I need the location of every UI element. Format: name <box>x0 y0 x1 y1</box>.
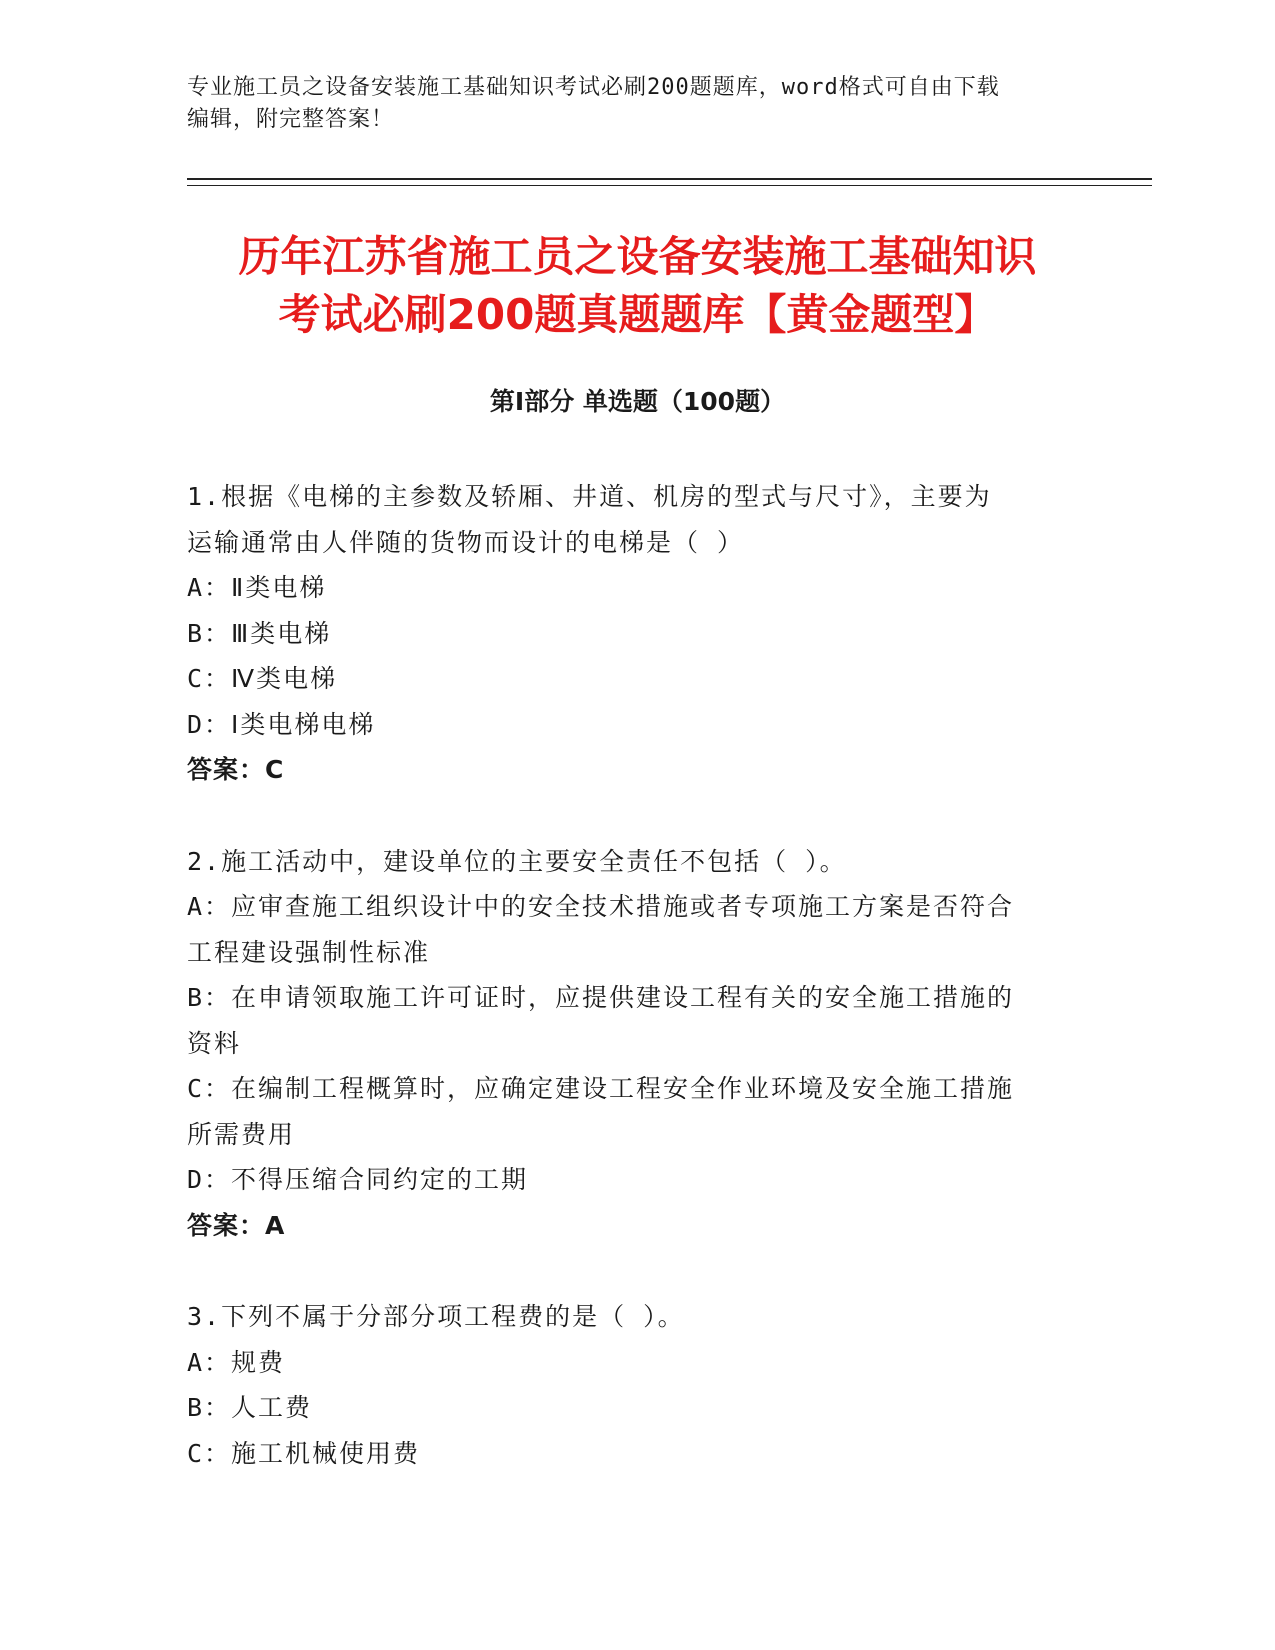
option-a: A：应审查施工组织设计中的安全技术措施或者专项施工方案是否符合 <box>187 892 1015 921</box>
question-list <box>187 474 1067 1476</box>
question-3 <box>187 1294 1067 1476</box>
option-c-cont: 所需费用 <box>187 1119 296 1149</box>
question-stem: 1.根据《电梯的主参数及轿厢、井道、机房的型式与尺寸》，主要为 <box>187 482 992 511</box>
header-note-line2: 编辑，附完整答案！ <box>187 107 395 132</box>
question-1 <box>187 474 1067 793</box>
header-divider-thin <box>187 185 1152 186</box>
section-heading: 第Ⅰ部分 单选题（100题） <box>489 387 786 416</box>
option-c: C：施工机械使用费 <box>187 1438 421 1468</box>
option-d: D：不得压缩合同约定的工期 <box>187 1165 529 1194</box>
document-title <box>140 228 1135 344</box>
question-2 <box>187 839 1067 1249</box>
header-note-line1: 专业施工员之设备安装施工基础知识考试必刷200题题库，word格式可自由下载 <box>187 75 1000 100</box>
option-c: C：Ⅳ类电梯 <box>187 664 338 693</box>
question-stem: 2.施工活动中，建设单位的主要安全责任不包括（ ）。 <box>187 846 847 876</box>
header-divider-thick <box>187 178 1152 180</box>
document-title-line2: 考试必刷200题真题题库【黄金题型】 <box>278 290 997 339</box>
option-d: D：Ⅰ类电梯电梯 <box>187 709 376 739</box>
question-stem: 3.下列不属于分部分项工程费的是（ ）。 <box>187 1302 685 1331</box>
option-b-cont: 资料 <box>187 1028 242 1058</box>
option-b: B：Ⅲ类电梯 <box>187 618 332 648</box>
question-gap <box>187 793 1067 839</box>
answer-line: 答案：A <box>187 1210 286 1240</box>
answer-line: 答案：C <box>187 755 285 784</box>
option-c: C：在编制工程概算时，应确定建设工程安全作业环境及安全施工措施 <box>187 1074 1015 1103</box>
header-note <box>187 72 1087 136</box>
question-gap <box>187 1248 1067 1294</box>
option-b: B：人工费 <box>187 1393 313 1422</box>
option-a: A：Ⅱ类电梯 <box>187 573 327 602</box>
option-b: B：在申请领取施工许可证时，应提供建设工程有关的安全施工措施的 <box>187 983 1015 1012</box>
question-stem-cont: 运输通常由人伴随的货物而设计的电梯是（ ） <box>187 527 745 557</box>
option-a-cont: 工程建设强制性标准 <box>187 937 431 967</box>
option-a: A：规费 <box>187 1347 286 1377</box>
document-title-line1: 历年江苏省施工员之设备安装施工基础知识 <box>238 232 1037 281</box>
